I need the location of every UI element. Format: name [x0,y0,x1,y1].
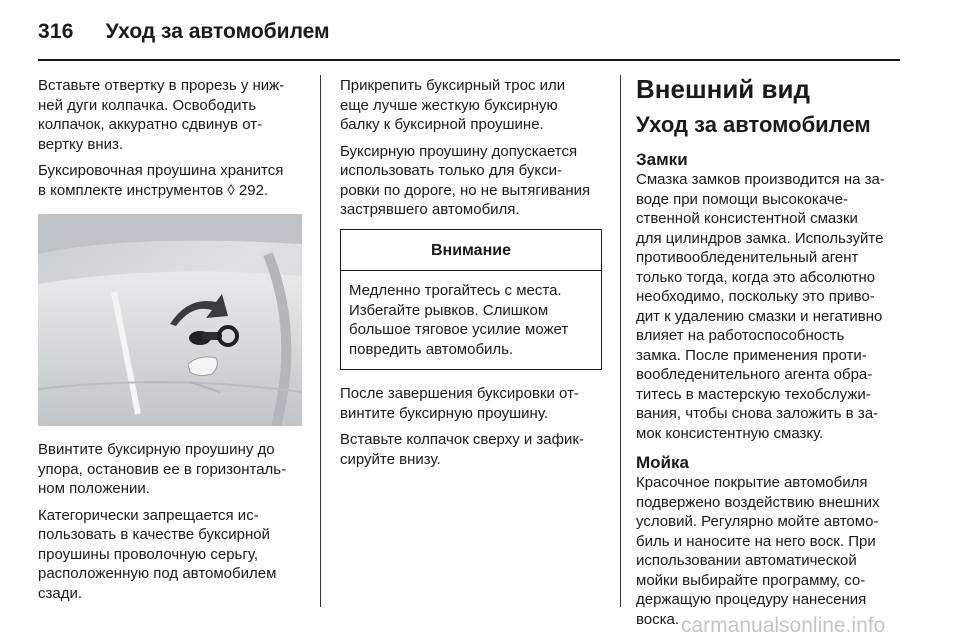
paragraph: Ввинтите буксирную проушину до упора, остановив ее в горизонталь- ном положении. [38,441,287,497]
column-2 [340,76,604,476]
wash-text: Красочное покрытие автомобиля подвержено воздействию внешних условий. Регулярно мойте автомо- биль и наносите на него воск. При использовании автоматической мойки выбирайте программу, со- держащую процедуру нанесения воска. [636,474,880,628]
warning-text: Медленно трогайтесь с места. Избегайте рывков. Слишком большое тяговое усилие может повредить автомобиль. [349,282,569,358]
bumper-photo [38,214,302,426]
paragraph: Вставьте отвертку в прорезь у ниж- ней дуги колпачка. Освободить колпачок, аккуратно сдвинув от- вертку вниз. [38,77,285,153]
subsection-title: Уход за автомобилем [636,112,871,137]
page-title: Уход за автомобилем [105,20,330,43]
column-1 [38,76,306,610]
paragraph: Категорически запрещается ис- пользовать в качестве буксирной проушины проволочную серьгу, расположенную под автомобилем сзади. [38,506,277,602]
page-number: 316 [38,20,74,43]
page-header [38,14,330,50]
paragraph: Буксирную проушину допускается использовать только для букси- ровки по дороге, но не вытягивания застрявшего автомобиля. [340,142,591,218]
column-divider-1 [320,75,321,607]
paragraph: Прикрепить буксирный трос или еще лучше жесткую буксирную балку к буксирной проушине. [340,77,566,133]
wash-heading: Мойка [636,453,689,472]
paragraph: После завершения буксировки от- винтите буксирную проушину. [340,385,579,422]
locks-heading: Замки [636,150,688,169]
header-divider [38,59,900,61]
paragraph: Вставьте колпачок сверху и зафик- сируйте внизу. [340,431,584,468]
column-divider-2 [620,75,621,607]
section-title: Внешний вид [636,74,810,104]
column-3 [636,76,908,639]
locks-text: Смазка замков производится на за- воде при помощи высококаче- ственной консистентной смазки для цилиндров замка. Используйте противообледенительный агент только тогда, когда это абсолютно необходимо, поскольку это приво- дит к удалению смазки и негативно влияет на работоспособность замка. После применения проти- вообледенительного агента обра- титесь в мастерскую техобслужи- вания, чтобы снова заложить в за- мок консистентную смазку. [636,171,885,442]
tow-eye-illustration [38,214,302,426]
warning-title: Внимание [341,230,601,272]
watermark: carmanualsonline.info [681,614,886,637]
paragraph: Буксировочная проушина хранится в комплекте инструментов ◊ 292. [38,162,284,199]
warning-box [340,229,602,371]
